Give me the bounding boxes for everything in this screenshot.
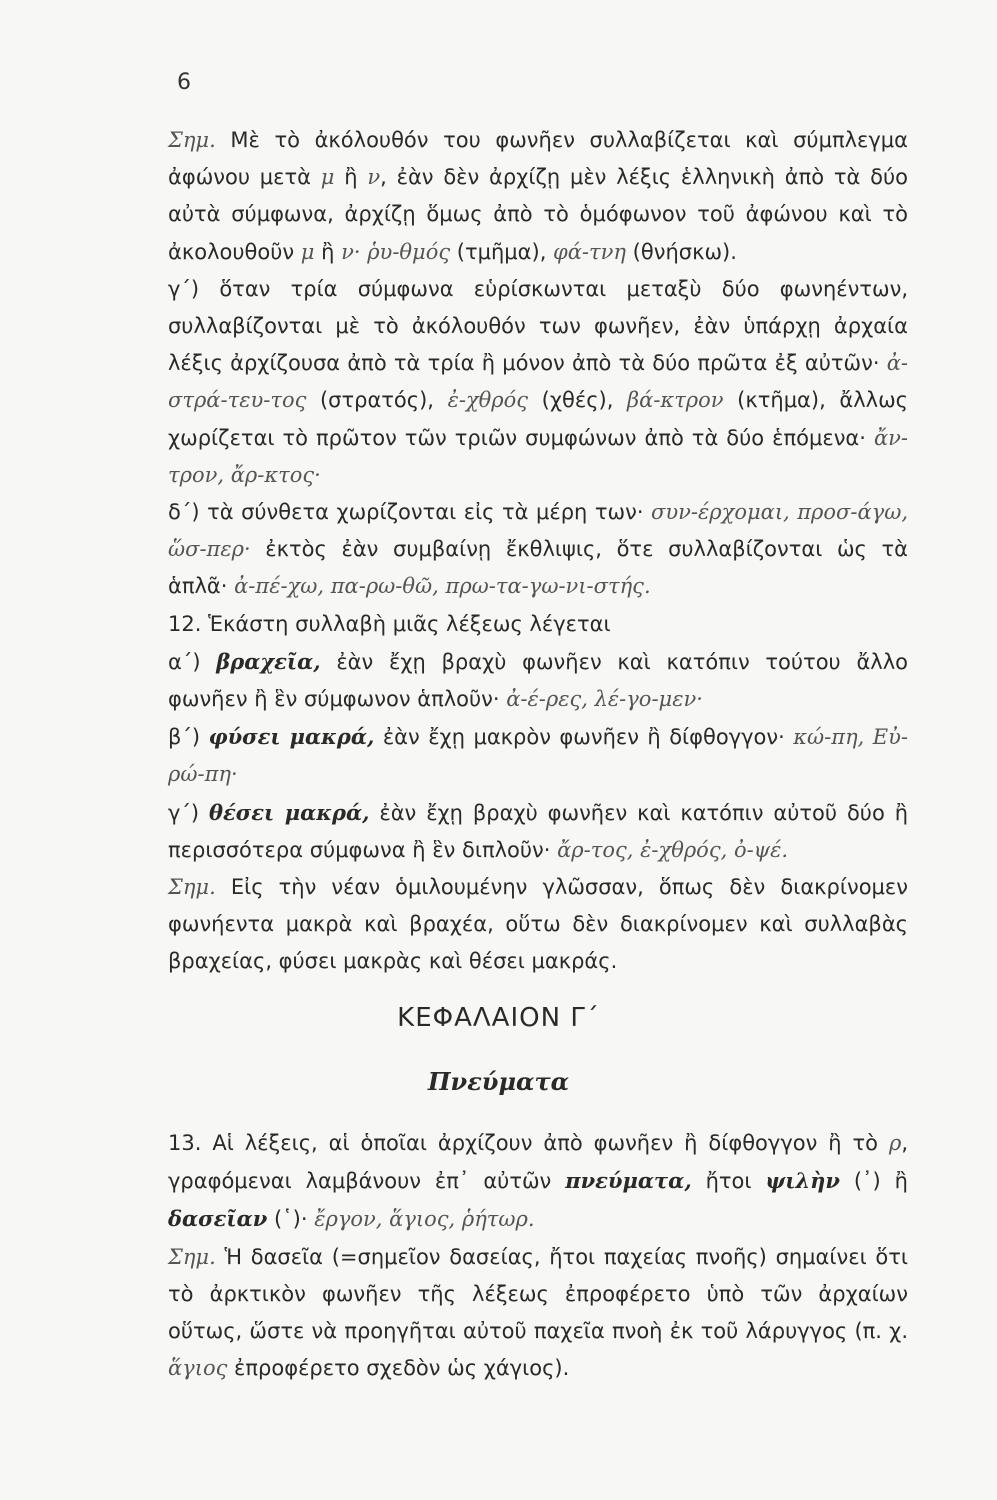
rule-paragraph-gamma-2 [168,794,908,869]
chapter-subtitle: Πνεύματα [427,1067,570,1096]
rule-text: ἐὰν ἔχῃ βραχὺ φωνῆεν καὶ κατόπιν τούτου ἄλλο φωνῆεν ἢ ἓν σύμφωνον ἁπλοῦν· [168,649,908,712]
note-label: Σημ. [168,128,216,152]
rule-label: β΄) [168,725,209,750]
term: πνεύματα, [565,1168,692,1194]
section-text: (᾽) ἢ [839,1169,908,1194]
note-paragraph-3 [168,1239,908,1388]
example: μ [320,165,335,190]
gloss: (κτῆμα), [723,388,840,413]
rule-paragraph-beta [168,718,908,793]
rule-label: γ΄) [168,800,210,825]
section-text: 13. Αἱ λέξεις, αἱ ὁποῖαι ἀρχίζουν ἀπὸ φωνῆεν ἢ δίφθογγον ἢ τὸ [168,1131,889,1155]
rule-text: ἐὰν ἔχῃ μακρὸν φωνῆεν ἢ δίφθογγον· [374,725,794,750]
example: ῥυ-θμός [360,239,451,264]
gloss: (θνήσκω). [626,239,737,264]
rule-text: ἐκτὸς ἐὰν συμβαίνῃ ἔκθλιψις, ὅτε συλλαβίζονται ὡς τὰ ἁπλᾶ· [168,537,908,599]
note-text: Ἡ δασεῖα (=σημεῖον δασείας, ἤτοι παχείας πνοῆς) σημαίνει ὅτι τὸ ἀρκτικὸν φωνῆεν τῆς λέξεως ἐπροφέρετο ὑπὸ τῶν ἀρχαίων οὕτως, ὥστε νὰ προηγῆται αὐτοῦ παχεῖα πνοὴ ἐκ τοῦ λάρυγγος (π. χ. [168,1244,908,1344]
example: ἀ-στρά-τευ-τος [168,351,908,413]
note-text: ἢ [334,165,368,190]
example: ν· [341,239,361,264]
rule-paragraph-delta [168,494,908,606]
term: δασεῖαν [168,1206,268,1232]
section-text: , γραφόμεναι λαμβάνουν ἐπ᾽ αὐτῶν [168,1131,908,1194]
note-paragraph-2 [168,869,908,981]
rule-paragraph-alpha [168,643,908,718]
term: βραχεῖα, [216,648,321,674]
rule-paragraph-gamma [168,271,908,494]
example: συν-έρχομαι, προσ-άγω, ὥσ-περ· [168,500,908,562]
gloss: (χθές), [528,388,627,413]
section-text: 12. Ἑκάστη συλλαβὴ μιᾶς λέξεως λέγεται [168,611,611,636]
body-text-upper [168,122,908,981]
note-label: Σημ. [168,1244,216,1269]
example: φά-τνη [553,239,626,264]
body-text-lower [168,1125,908,1387]
note-text: ἢ [314,239,342,264]
gloss: (στρατός), [306,388,448,413]
example: ἅγιος [168,1356,228,1381]
example: ἄν-τρον, ἄρ-κτος· [168,425,908,487]
note-text: Μὲ τὸ ἀκόλουθόν του φωνῆεν συλλαβίζεται καὶ σύμπλεγμα ἀφώνου μετὰ [168,128,908,190]
term: θέσει μακρά, [209,799,370,825]
example: κώ-πη, Εὐ-ρώ-πη· [168,725,908,787]
rule-label: δ΄) [168,500,208,525]
page-number: 6 [177,70,191,95]
note-label: Σημ. [168,875,216,900]
rule-label: γ΄) [168,276,220,301]
note-paragraph-1 [168,122,908,271]
chapter-heading: ΚΕΦΑΛΑΙΟΝ Γ΄ [397,1003,600,1033]
rule-text: ὅταν τρία σύμφωνα εὑρίσκωνται μεταξὺ δύο φωνηέντων, συλλαβίζονται μὲ τὸ ἀκόλουθόν των φωνῆεν, ἐὰν ὑπάρχῃ ἀρχαία λέξις ἀρχίζουσα ἀπὸ τὰ τρία ἢ μόνον ἀπὸ τὰ δύο πρῶτα ἐξ αὐτῶν· [168,276,908,376]
note-text: , ἐὰν δὲν ἀρχίζῃ μὲν λέξις ἑλληνικὴ ἀπὸ τὰ δύο αὐτὰ σύμφωνα, ἀρχίζῃ ὅμως ἀπὸ τὸ ὁμόφωνον τοῦ ἀφώνου καὶ τὸ ἀκολουθοῦν [168,165,908,264]
term: ψιλὴν [765,1168,840,1194]
example: ἀ-έ-ρες, λέ-γο-μεν· [506,687,703,712]
example: ἀ-πέ-χω, πα-ρω-θῶ, πρω-τα-γω-νι-στής. [234,574,651,599]
term: φύσει μακρά, [208,724,375,750]
section-13-paragraph [168,1125,908,1239]
example: μ [300,239,315,264]
example: βά-κτρον [627,388,724,413]
example: ἔργον, ἅγιος, ῥήτωρ. [314,1207,535,1232]
section-text: ἤτοι [691,1169,766,1194]
note-text: ἐπροφέρετο σχεδὸν ὡς χάγιος). [227,1356,570,1381]
section-12-heading [168,606,908,643]
rule-text: ἄλλως χωρίζεται τὸ πρῶτον τῶν τριῶν συμφώνων ἀπὸ τὰ δύο ἑπόμενα· [168,388,908,450]
section-text: (῾)· [267,1207,315,1232]
rule-text: τὰ σύνθετα χωρίζονται εἰς τὰ μέρη των· [207,500,652,525]
note-text: Εἰς τὴν νέαν ὁμιλουμένην γλῶσσαν, ὅπως δὲν διακρίνομεν φωνήεντα μακρὰ καὶ βραχέα, οὕτω δὲν διακρίνομεν καὶ συλλαβὰς βραχείας, φύσει μακρὰς καὶ θέσει μακράς. [168,875,908,974]
example: ἐ-χθρός [447,388,529,413]
gloss: (τμῆμα), [450,239,554,264]
rule-text: ἐὰν ἔχῃ βραχὺ φωνῆεν καὶ κατόπιν αὐτοῦ δύο ἢ περισσότερα σύμφωνα ἢ ἓν διπλοῦν· [168,800,909,862]
example: ν [367,165,381,190]
example: ρ [888,1131,902,1155]
rule-label: α΄) [168,649,217,674]
example: ἄρ-τος, ἐ-χθρός, ὀ-ψέ. [557,837,789,862]
